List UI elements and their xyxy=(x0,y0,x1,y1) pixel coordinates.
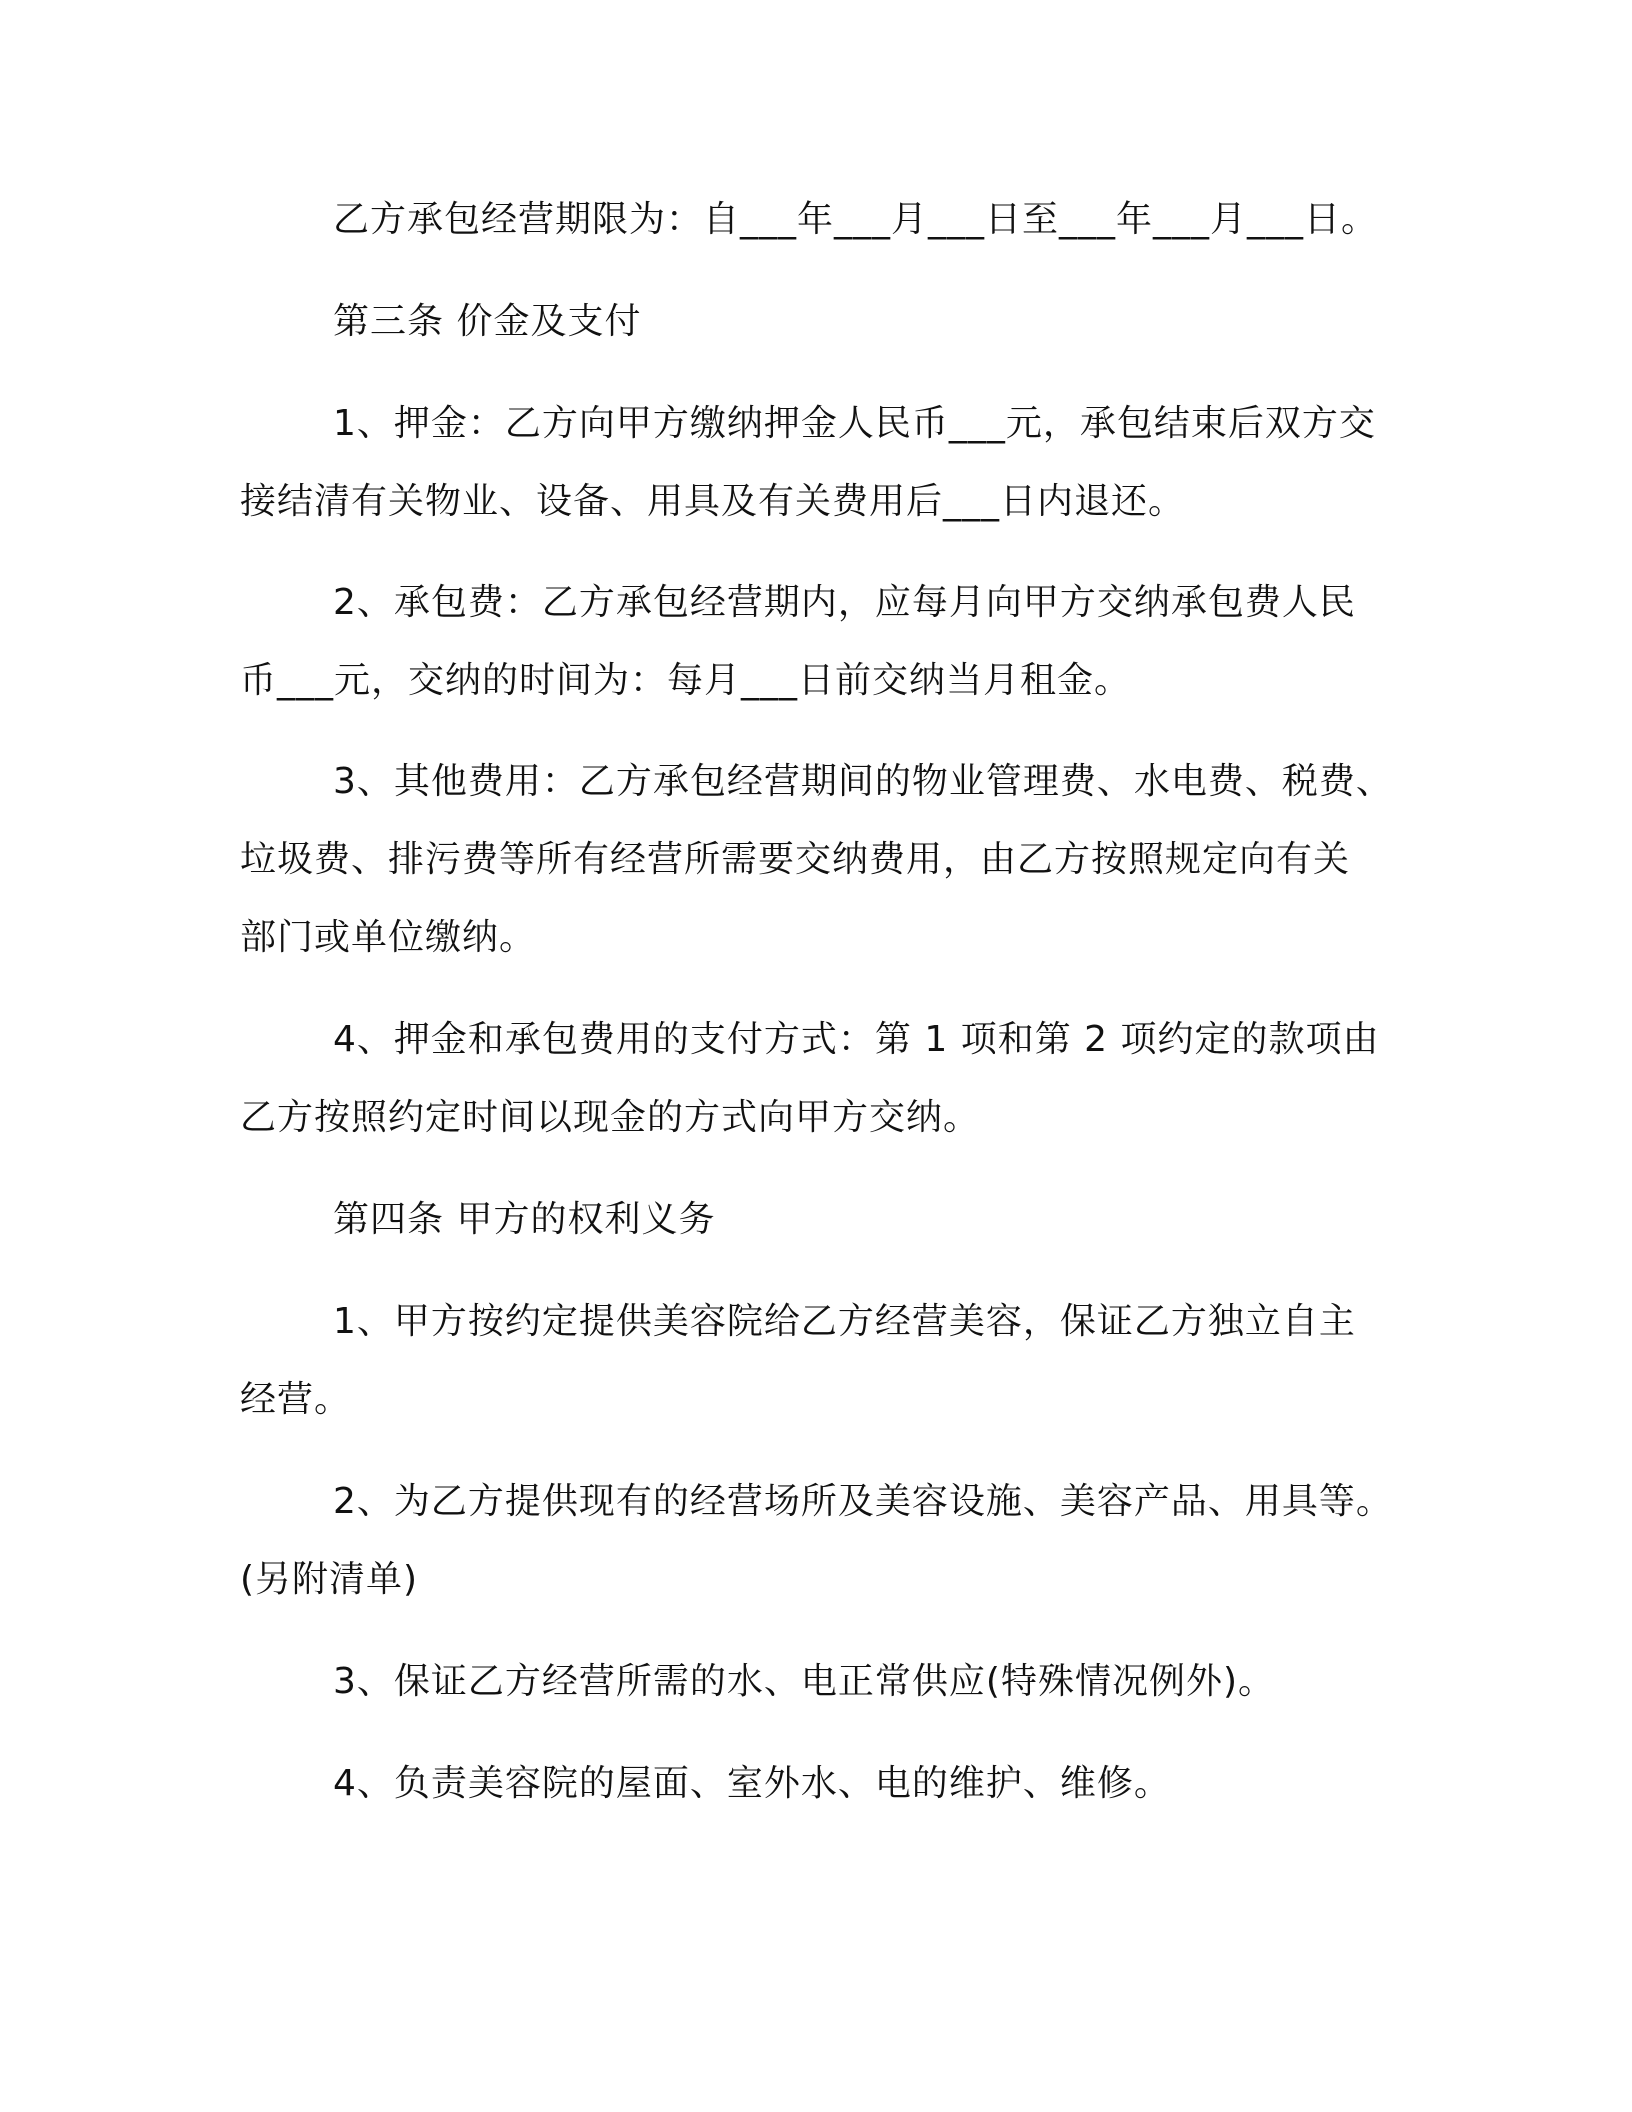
deposit-clause-line-1: 1、押金：乙方向甲方缴纳押金人民币___元，承包结束后双方交 xyxy=(333,403,1376,444)
party-a-duty-2-line-2: (另附清单) xyxy=(240,1559,419,1600)
party-a-duty-1-line-2: 经营。 xyxy=(240,1379,352,1420)
party-a-duty-2-line-1: 2、为乙方提供现有的经营场所及美容设施、美容产品、用具等。 xyxy=(333,1481,1393,1522)
article-four-heading: 第四条 甲方的权利义务 xyxy=(333,1199,716,1240)
contract-fee-clause-line-1: 2、承包费：乙方承包经营期内，应每月向甲方交纳承包费人民 xyxy=(333,582,1356,623)
article-three-heading: 第三条 价金及支付 xyxy=(333,301,642,342)
contract-fee-clause-line-2: 币___元，交纳的时间为：每月___日前交纳当月租金。 xyxy=(240,660,1132,701)
party-a-duty-1-line-1: 1、甲方按约定提供美容院给乙方经营美容，保证乙方独立自主 xyxy=(333,1301,1356,1342)
party-a-duty-3: 3、保证乙方经营所需的水、电正常供应(特殊情况例外)。 xyxy=(333,1661,1275,1702)
other-fees-clause-line-2: 垃圾费、排污费等所有经营所需要交纳费用，由乙方按照规定向有关 xyxy=(240,839,1351,880)
payment-method-clause-line-1: 4、押金和承包费用的支付方式：第 1 项和第 2 项约定的款项由 xyxy=(333,1019,1380,1060)
contract-term-line: 乙方承包经营期限为：自___年___月___日至___年___月___日。 xyxy=(333,199,1379,240)
party-a-duty-4: 4、负责美容院的屋面、室外水、电的维护、维修。 xyxy=(333,1763,1171,1804)
other-fees-clause-line-1: 3、其他费用：乙方承包经营期间的物业管理费、水电费、税费、 xyxy=(333,761,1393,802)
other-fees-clause-line-3: 部门或单位缴纳。 xyxy=(240,917,537,958)
deposit-clause-line-2: 接结清有关物业、设备、用具及有关费用后___日内退还。 xyxy=(240,481,1186,522)
payment-method-clause-line-2: 乙方按照约定时间以现金的方式向甲方交纳。 xyxy=(240,1097,981,1138)
